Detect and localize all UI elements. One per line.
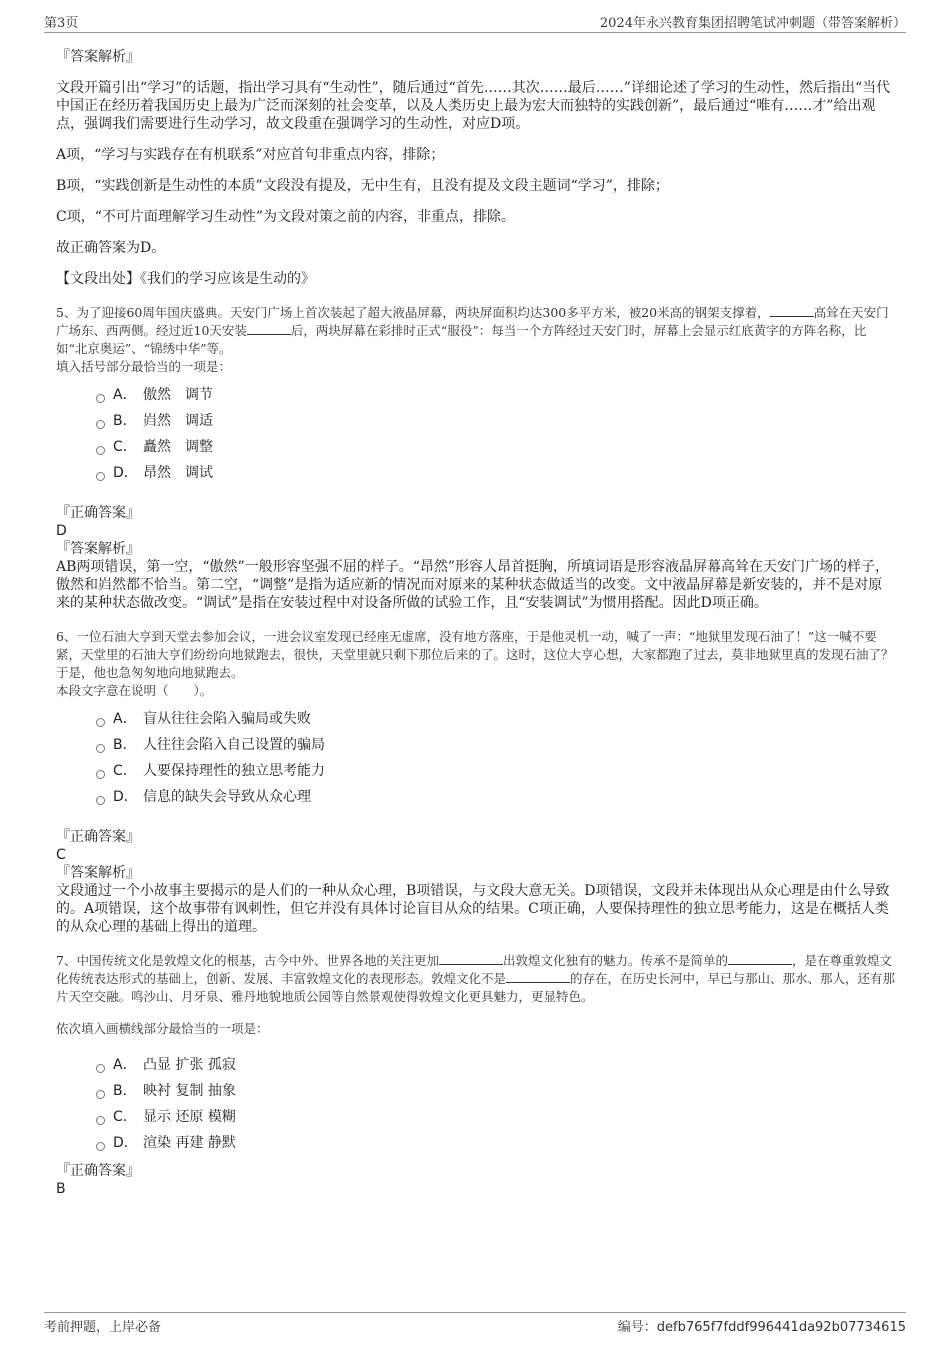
correct-answer-label: 『正确答案』 [56, 1163, 140, 1179]
option-a[interactable]: A． 盲从往往会陷入骗局或失败 [96, 706, 896, 732]
analysis-text: 文段通过一个小故事主要揭示的是人们的一种从众心理，B项错误，与文段大意无关。D项错误，文段并未体现出从众心理是由什么导致的。A项错误，这个故事带有讽刺性，但它并没有具体讨论盲目从众的结果。C项正确，人要保持理性的独立思考能力，这是在概括人类的从众心理的基础上得出的道理。 [56, 883, 890, 935]
option-c[interactable]: C． 人要保持理性的独立思考能力 [96, 758, 896, 784]
option-d[interactable]: D． 渲染 再建 静默 [96, 1130, 896, 1156]
option-d[interactable]: D． 昂然 调试 [96, 460, 896, 486]
page-number: 第3页 [44, 16, 79, 31]
radio-icon[interactable] [96, 796, 105, 805]
option-d[interactable]: D． 信息的缺失会导致从众心理 [96, 784, 896, 810]
footer-slogan: 考前押题，上岸必备 [44, 1320, 162, 1335]
stem-text: 的存在，在历史长河中，早已与那山、那水、那人，还有那片天空交融。鸣沙山、月牙泉、雅丹地貌地质公园等自然景观使得敦煌文化更具魅力，更显特色。 [56, 971, 896, 1004]
option-b[interactable]: B． 岿然 调适 [96, 408, 896, 434]
main-content [56, 42, 896, 1198]
source-note: 【文段出处】《我们的学习应该是生动的》 [56, 271, 315, 287]
document-title: 2024年永兴教育集团招聘笔试冲刺题（带答案解析） [599, 16, 906, 31]
correct-answer: D [56, 523, 67, 539]
radio-icon[interactable] [96, 472, 105, 481]
analysis-label: 『答案解析』 [56, 541, 140, 557]
analysis-text: AB两项错误，第一空，“傲然”一般形容坚强不屈的样子。“昂然”形容人昂首挺胸，所填词语是形容液晶屏幕高耸在天安门广场的样子，傲然和岿然都不恰当。第二空，“调整”是指为适应新的情况而对原来的某种状态做适当的改变。文中液晶屏幕是新安装的，并不是对原来的某种状态做改变。“调试”是指在安装过程中对设备所做的试验工作，且“安装调试”为惯用搭配。因此D项正确。 [56, 559, 890, 611]
stem-text: 出敦煌文化独有的魅力。传承不是简单的 [502, 953, 728, 968]
radio-icon[interactable] [96, 446, 105, 455]
correct-answer-label: 『正确答案』 [56, 505, 140, 521]
option-c[interactable]: C． 显示 还原 模糊 [96, 1104, 896, 1130]
question-7-stem [56, 952, 896, 1006]
stem-text: 高耸在天安门广场东、西两侧。经过近10天安装 [56, 305, 889, 338]
radio-icon[interactable] [96, 744, 105, 753]
analysis-paragraph: B项，“实践创新是生动性的本质”文段没有提及，无中生有，且没有提及文段主题词“学习”，排除； [56, 178, 669, 194]
option-a[interactable]: A． 傲然 调节 [96, 382, 896, 408]
radio-icon[interactable] [96, 1142, 105, 1151]
correct-answer-label: 『正确答案』 [56, 829, 140, 845]
page-footer [44, 1312, 906, 1335]
option-c[interactable]: C． 矗然 调整 [96, 434, 896, 460]
analysis-label: 『答案解析』 [56, 865, 140, 881]
fill-blank [728, 952, 792, 965]
fill-blank [770, 304, 814, 317]
radio-icon[interactable] [96, 420, 105, 429]
option-b[interactable]: B． 人往往会陷入自己设置的骗局 [96, 732, 896, 758]
analysis-paragraph: A项，“学习与实践存在有机联系”对应首句非重点内容，排除； [56, 147, 445, 163]
correct-answer: B [56, 1181, 66, 1197]
document-id: 编号：defb765f7fddf996441da92b07734615 [617, 1320, 906, 1335]
radio-icon[interactable] [96, 1064, 105, 1073]
question-5-instruction: 填入括号部分最恰当的一项是： [56, 359, 232, 374]
question-7-instruction: 依次填入画横线部分最恰当的一项是： [56, 1021, 269, 1036]
radio-icon[interactable] [96, 1090, 105, 1099]
question-5-stem [56, 304, 896, 358]
option-a[interactable]: A． 凸显 扩张 孤寂 [96, 1052, 896, 1078]
question-6-instruction: 本段文字意在说明（ ）。 [56, 683, 213, 698]
analysis-label: 『答案解析』 [56, 49, 140, 65]
question-6-stem: 6、一位石油大亨到天堂去参加会议，一进会议室发现已经座无虚席，没有地方落座，于是他灵机一动，喊了一声：“地狱里发现石油了！”这一喊不要紧，天堂里的石油大亨们纷纷向地狱跑去，很快，天堂里就只剩下那位后来的了。这时，这位大亨心想，大家都跑了过去，莫非地狱里真的发现石油了？于是，他也急匆匆地向地狱跑去。 [56, 629, 894, 680]
analysis-conclusion: 故正确答案为D。 [56, 240, 166, 256]
radio-icon[interactable] [96, 394, 105, 403]
question-7-options [96, 1052, 896, 1156]
question-6-options [96, 706, 896, 810]
stem-text: ，是在尊重敦煌文化传统表达形式的基础上，创新、发展、丰富敦煌文化的表现形态。敦煌文化不是 [56, 953, 892, 986]
radio-icon[interactable] [96, 1116, 105, 1125]
correct-answer: C [56, 847, 66, 863]
radio-icon[interactable] [96, 718, 105, 727]
question-5-options [96, 382, 896, 486]
stem-text: 5、为了迎接60周年国庆盛典。天安门广场上首次装起了超大液晶屏幕，两块屏面积均达300多平方米，被20米高的钢架支撑着， [56, 305, 770, 320]
fill-blank [247, 322, 291, 335]
analysis-paragraph: 文段开篇引出“学习”的话题，指出学习具有“生动性”，随后通过“首先……其次……最后……”详细论述了学习的生动性，然后指出“当代中国正在经历着我国历史上最为广泛而深刻的社会变革，以及人类历史上最为宏大而独特的实践创新”，最后通过“唯有……才”给出观点，强调我们需要进行生动学习，故文段重在强调学习的生动性，对应D项。 [56, 80, 891, 132]
fill-blank [506, 970, 570, 983]
page-header [44, 10, 906, 33]
analysis-paragraph: C项，“不可片面理解学习生动性”为文段对策之前的内容，非重点，排除。 [56, 209, 516, 225]
stem-text: 7、中国传统文化是敦煌文化的根基，古今中外、世界各地的关注更加 [56, 953, 439, 968]
fill-blank [439, 952, 503, 965]
radio-icon[interactable] [96, 770, 105, 779]
option-b[interactable]: B． 映衬 复制 抽象 [96, 1078, 896, 1104]
stem-text: 后，两块屏幕在彩排时正式“服役”：每当一个方阵经过天安门时，屏幕上会显示红底黄字的方阵名称，比如“北京奥运”、“锦绣中华”等。 [56, 323, 867, 356]
